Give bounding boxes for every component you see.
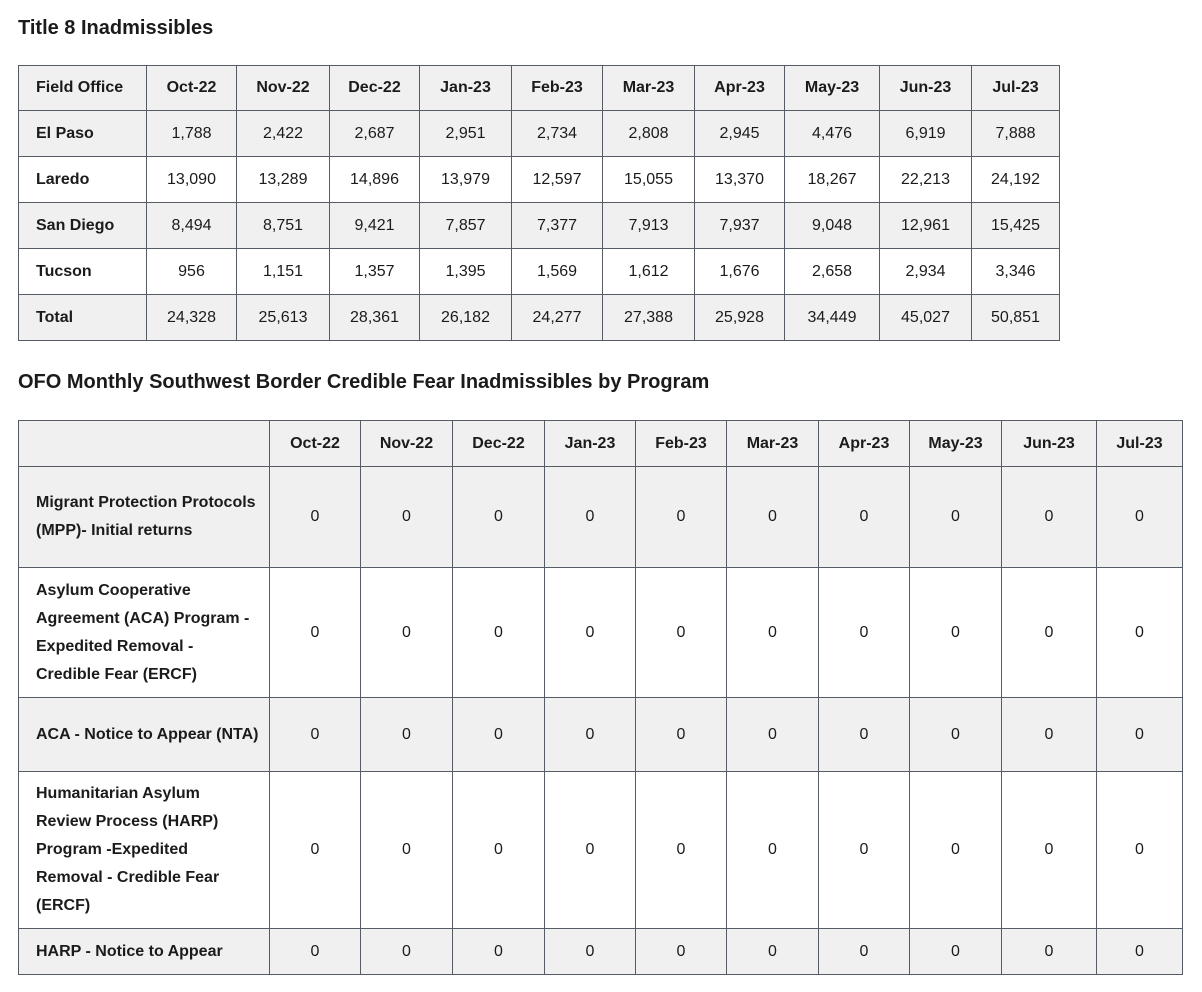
table-cell: 0 bbox=[727, 772, 819, 929]
column-header-month: Oct-22 bbox=[270, 421, 361, 467]
table-cell: 0 bbox=[819, 467, 910, 568]
table-cell: 0 bbox=[453, 772, 545, 929]
table-cell: 7,888 bbox=[972, 111, 1060, 157]
table-cell: 0 bbox=[1097, 467, 1183, 568]
table-row bbox=[19, 203, 1060, 249]
table-cell: 14,896 bbox=[330, 157, 420, 203]
column-header-month: May-23 bbox=[910, 421, 1002, 467]
table-row bbox=[19, 698, 1183, 772]
table-cell: 0 bbox=[1002, 929, 1097, 975]
column-header-month: Apr-23 bbox=[695, 66, 785, 111]
column-header-month: Jul-23 bbox=[1097, 421, 1183, 467]
table-cell: 8,751 bbox=[237, 203, 330, 249]
table-cell: 1,788 bbox=[147, 111, 237, 157]
row-header-program: HARP - Notice to Appear bbox=[19, 929, 270, 975]
table-cell: 2,934 bbox=[880, 249, 972, 295]
table-cell: 1,395 bbox=[420, 249, 512, 295]
table-cell: 1,612 bbox=[603, 249, 695, 295]
table-cell: 7,857 bbox=[420, 203, 512, 249]
table-row bbox=[19, 568, 1183, 698]
table-cell: 0 bbox=[545, 772, 636, 929]
table-cell: 0 bbox=[910, 568, 1002, 698]
table-cell: 2,808 bbox=[603, 111, 695, 157]
column-header-month: Jun-23 bbox=[1002, 421, 1097, 467]
row-header-program: Asylum Cooperative Agreement (ACA) Program - Expedited Removal - Credible Fear (ERCF) bbox=[19, 568, 270, 698]
column-header-month: Mar-23 bbox=[603, 66, 695, 111]
table-cell: 1,357 bbox=[330, 249, 420, 295]
column-header-month: Dec-22 bbox=[453, 421, 545, 467]
table-row bbox=[19, 929, 1183, 975]
table-cell: 25,928 bbox=[695, 295, 785, 341]
table-cell: 27,388 bbox=[603, 295, 695, 341]
column-header-month: Feb-23 bbox=[636, 421, 727, 467]
table-cell: 0 bbox=[727, 467, 819, 568]
table-cell: 0 bbox=[361, 568, 453, 698]
table-cell: 0 bbox=[910, 772, 1002, 929]
table-cell: 0 bbox=[545, 568, 636, 698]
table-cell: 0 bbox=[453, 568, 545, 698]
table-cell: 0 bbox=[636, 929, 727, 975]
table-cell: 15,425 bbox=[972, 203, 1060, 249]
table-row-total bbox=[19, 295, 1060, 341]
table2-title: OFO Monthly Southwest Border Credible Fear Inadmissibles by Program bbox=[18, 371, 710, 393]
table-cell: 0 bbox=[819, 568, 910, 698]
table-cell: 0 bbox=[270, 929, 361, 975]
table-cell: 0 bbox=[910, 467, 1002, 568]
table-header-row bbox=[19, 421, 1183, 467]
table-cell: 0 bbox=[545, 698, 636, 772]
column-header-month: Feb-23 bbox=[512, 66, 603, 111]
table-cell: 13,979 bbox=[420, 157, 512, 203]
table-cell: 9,048 bbox=[785, 203, 880, 249]
table1-title: Title 8 Inadmissibles bbox=[18, 17, 214, 39]
table-cell: 0 bbox=[453, 467, 545, 568]
table-cell: 12,961 bbox=[880, 203, 972, 249]
column-header-month: Dec-22 bbox=[330, 66, 420, 111]
table-row bbox=[19, 249, 1060, 295]
column-header-month: May-23 bbox=[785, 66, 880, 111]
table-cell: 0 bbox=[270, 568, 361, 698]
table-cell: 956 bbox=[147, 249, 237, 295]
table-cell: 0 bbox=[361, 467, 453, 568]
table-cell: 13,289 bbox=[237, 157, 330, 203]
table-cell: 0 bbox=[270, 698, 361, 772]
table-cell: 0 bbox=[1002, 467, 1097, 568]
title8-inadmissibles-table bbox=[18, 65, 1060, 341]
table-cell: 0 bbox=[361, 698, 453, 772]
table-cell: 0 bbox=[361, 929, 453, 975]
row-header-field-office: Laredo bbox=[19, 157, 147, 203]
column-header-month: Oct-22 bbox=[147, 66, 237, 111]
column-header-month: Mar-23 bbox=[727, 421, 819, 467]
column-header-corner bbox=[19, 421, 270, 467]
table-cell: 3,346 bbox=[972, 249, 1060, 295]
column-header-month: Jun-23 bbox=[880, 66, 972, 111]
row-header-program: ACA - Notice to Appear (NTA) bbox=[19, 698, 270, 772]
table-cell: 7,937 bbox=[695, 203, 785, 249]
credible-fear-by-program-table bbox=[18, 420, 1183, 975]
table-cell: 0 bbox=[910, 698, 1002, 772]
table-cell: 2,687 bbox=[330, 111, 420, 157]
table-cell: 34,449 bbox=[785, 295, 880, 341]
table-cell: 0 bbox=[727, 698, 819, 772]
column-header-month: Apr-23 bbox=[819, 421, 910, 467]
table-cell: 50,851 bbox=[972, 295, 1060, 341]
table-cell: 2,422 bbox=[237, 111, 330, 157]
table-cell: 15,055 bbox=[603, 157, 695, 203]
column-header-month: Jul-23 bbox=[972, 66, 1060, 111]
table-cell: 6,919 bbox=[880, 111, 972, 157]
table-cell: 22,213 bbox=[880, 157, 972, 203]
row-header-program: Migrant Protection Protocols (MPP)- Initial returns bbox=[19, 467, 270, 568]
column-header-month: Jan-23 bbox=[545, 421, 636, 467]
table-cell: 7,377 bbox=[512, 203, 603, 249]
table-cell: 0 bbox=[1097, 568, 1183, 698]
table-row bbox=[19, 772, 1183, 929]
table-cell: 4,476 bbox=[785, 111, 880, 157]
table-cell: 25,613 bbox=[237, 295, 330, 341]
table-cell: 0 bbox=[727, 929, 819, 975]
row-header-field-office: El Paso bbox=[19, 111, 147, 157]
table-cell: 0 bbox=[910, 929, 1002, 975]
table-cell: 0 bbox=[1002, 698, 1097, 772]
table-cell: 2,658 bbox=[785, 249, 880, 295]
table-cell: 0 bbox=[1097, 929, 1183, 975]
table-cell: 0 bbox=[1097, 698, 1183, 772]
table-cell: 1,569 bbox=[512, 249, 603, 295]
row-header-field-office: Tucson bbox=[19, 249, 147, 295]
column-header-month: Jan-23 bbox=[420, 66, 512, 111]
table-cell: 0 bbox=[1097, 772, 1183, 929]
table-cell: 0 bbox=[636, 772, 727, 929]
table-cell: 0 bbox=[361, 772, 453, 929]
table-cell: 0 bbox=[545, 929, 636, 975]
table-cell: 28,361 bbox=[330, 295, 420, 341]
table-cell: 0 bbox=[636, 467, 727, 568]
table-cell: 24,277 bbox=[512, 295, 603, 341]
table-cell: 0 bbox=[270, 467, 361, 568]
table-cell: 0 bbox=[1002, 772, 1097, 929]
table-cell: 0 bbox=[819, 929, 910, 975]
table-cell: 12,597 bbox=[512, 157, 603, 203]
table-cell: 24,192 bbox=[972, 157, 1060, 203]
table-cell: 2,951 bbox=[420, 111, 512, 157]
table-cell: 0 bbox=[819, 698, 910, 772]
table-cell: 1,676 bbox=[695, 249, 785, 295]
table-cell: 0 bbox=[636, 698, 727, 772]
table-cell: 0 bbox=[727, 568, 819, 698]
table-cell: 2,945 bbox=[695, 111, 785, 157]
table-cell: 0 bbox=[270, 772, 361, 929]
row-header-field-office: San Diego bbox=[19, 203, 147, 249]
table-header-row bbox=[19, 66, 1060, 111]
table-cell: 13,090 bbox=[147, 157, 237, 203]
table-cell: 45,027 bbox=[880, 295, 972, 341]
table-row bbox=[19, 157, 1060, 203]
column-header-field-office: Field Office bbox=[19, 66, 147, 111]
table-cell: 0 bbox=[1002, 568, 1097, 698]
column-header-month: Nov-22 bbox=[237, 66, 330, 111]
table-cell: 24,328 bbox=[147, 295, 237, 341]
column-header-month: Nov-22 bbox=[361, 421, 453, 467]
table-row bbox=[19, 111, 1060, 157]
table-cell: 0 bbox=[636, 568, 727, 698]
table-cell: 18,267 bbox=[785, 157, 880, 203]
table-row bbox=[19, 467, 1183, 568]
table-cell: 0 bbox=[453, 929, 545, 975]
table-cell: 9,421 bbox=[330, 203, 420, 249]
table-cell: 13,370 bbox=[695, 157, 785, 203]
table-cell: 7,913 bbox=[603, 203, 695, 249]
table-cell: 2,734 bbox=[512, 111, 603, 157]
table-cell: 0 bbox=[819, 772, 910, 929]
table-cell: 0 bbox=[453, 698, 545, 772]
table-cell: 1,151 bbox=[237, 249, 330, 295]
table-cell: 26,182 bbox=[420, 295, 512, 341]
row-header-total: Total bbox=[19, 295, 147, 341]
row-header-program: Humanitarian Asylum Review Process (HARP) Program -Expedited Removal - Credible Fear (ERCF) bbox=[19, 772, 270, 929]
table-cell: 0 bbox=[545, 467, 636, 568]
table-cell: 8,494 bbox=[147, 203, 237, 249]
